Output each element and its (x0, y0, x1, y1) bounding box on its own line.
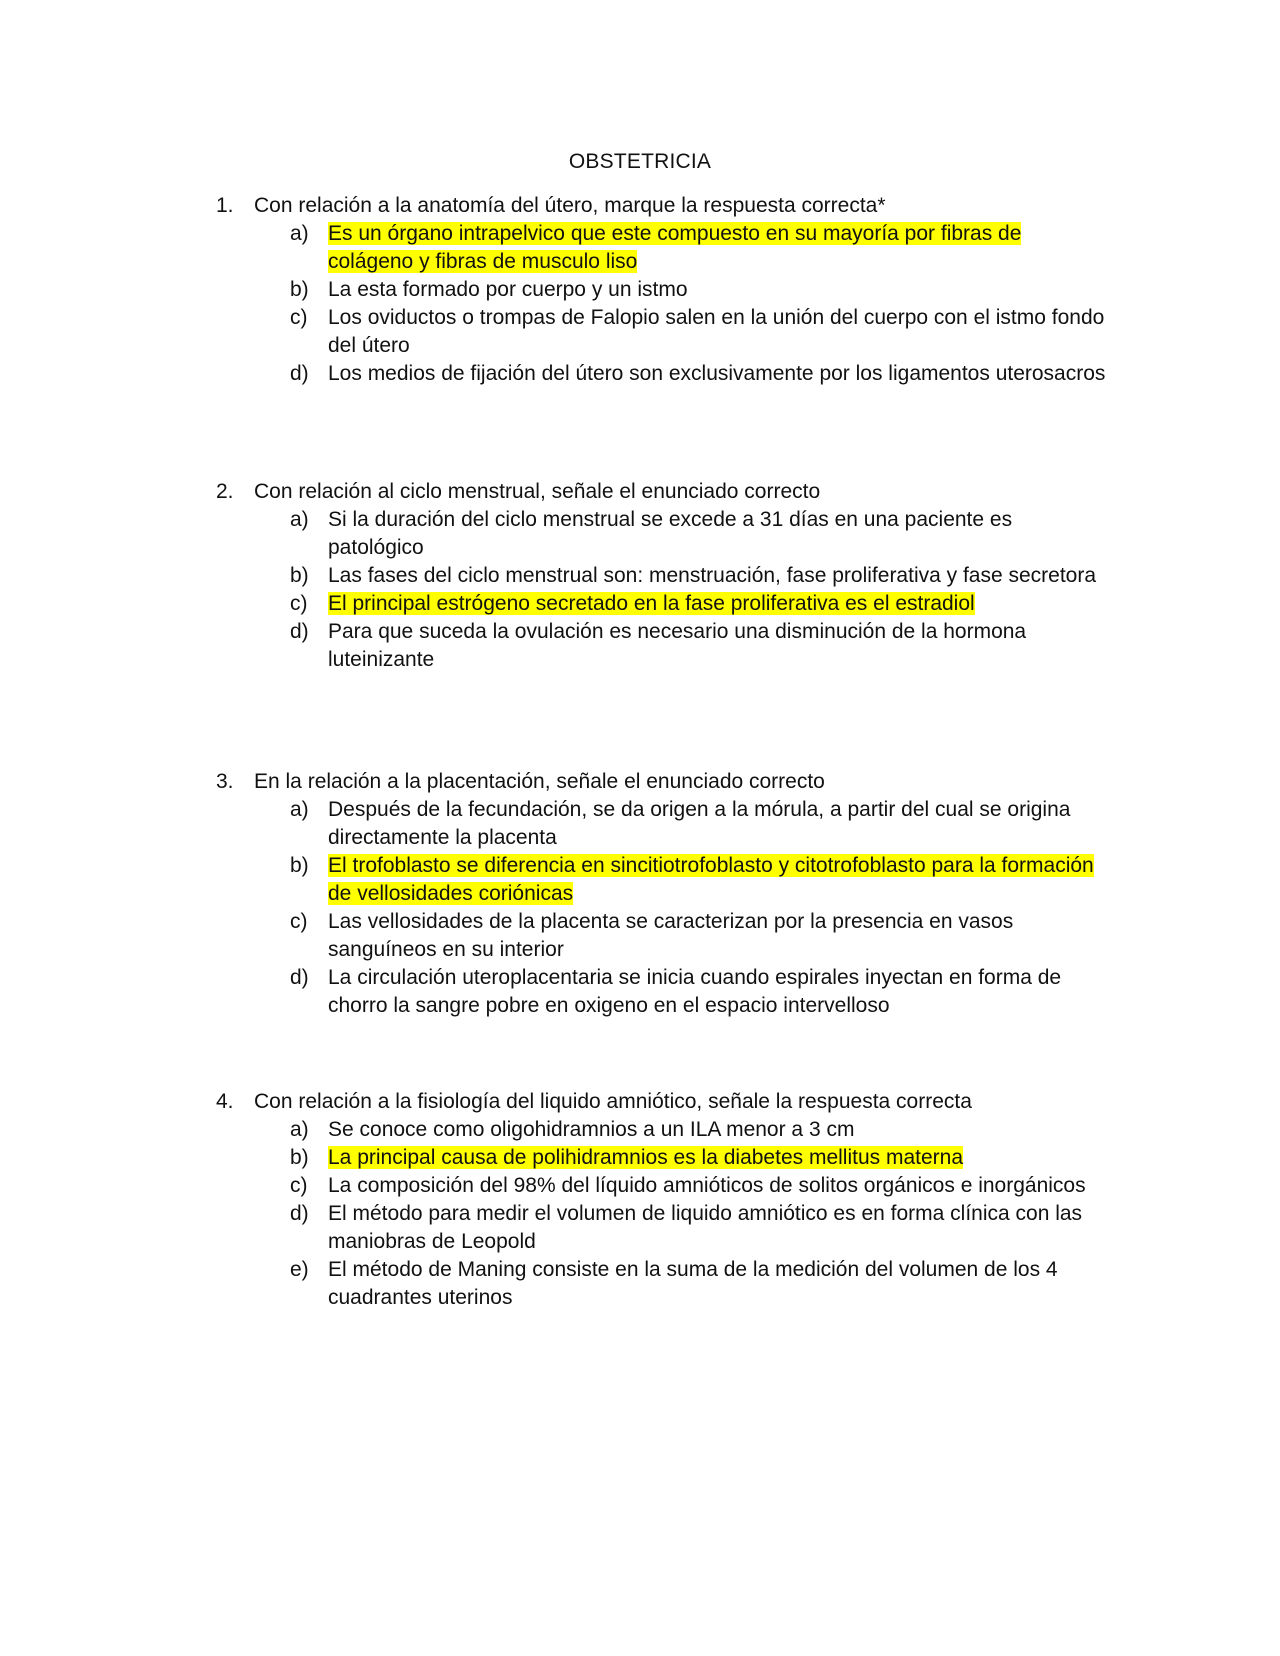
option-text: La principal causa de polihidramnios es la diabetes mellitus materna (328, 1146, 964, 1169)
document-title: OBSTETRICIA (568, 150, 712, 173)
option-text: Los medios de fijación del útero son exclusivamente por los ligamentos uterosacros (328, 362, 1106, 385)
option-d (216, 1200, 1106, 1256)
option-a (216, 506, 1106, 562)
option-text: Para que suceda la ovulación es necesario una disminución de la hormona luteinizante (328, 620, 1027, 671)
options-list (216, 796, 1106, 1020)
option-letter: a) (290, 798, 309, 821)
option-b (216, 1144, 1106, 1172)
option-c (216, 590, 1106, 618)
option-c (216, 908, 1106, 964)
option-letter: d) (290, 620, 309, 643)
option-text: El método para medir el volumen de liquido amniótico es en forma clínica con las maniobras de Leopold (328, 1202, 1083, 1253)
option-letter: c) (290, 1174, 308, 1197)
options-list (216, 1116, 1106, 1312)
question-3 (216, 768, 1106, 1020)
option-letter: a) (290, 222, 309, 245)
question-stem (216, 192, 1106, 220)
question-stem (216, 768, 1106, 796)
question-number: 4. (216, 1090, 234, 1113)
option-letter: b) (290, 278, 309, 301)
option-text: El trofoblasto se diferencia en sincitiotrofoblasto y citotrofoblasto para la formación de vellosidades coriónicas (328, 854, 1094, 905)
question-2 (216, 478, 1106, 674)
options-list (216, 506, 1106, 674)
option-text: La esta formado por cuerpo y un istmo (328, 278, 688, 301)
option-letter: e) (290, 1258, 309, 1281)
question-4 (216, 1088, 1106, 1312)
option-letter: c) (290, 592, 308, 615)
question-stem (216, 478, 1106, 506)
question-text: Con relación a la anatomía del útero, marque la respuesta correcta* (254, 194, 886, 217)
option-a (216, 1116, 1106, 1144)
question-number: 3. (216, 770, 234, 793)
question-text: Con relación al ciclo menstrual, señale el enunciado correcto (254, 480, 821, 503)
option-letter: a) (290, 1118, 309, 1141)
option-c (216, 1172, 1106, 1200)
option-letter: d) (290, 966, 309, 989)
question-stem (216, 1088, 1106, 1116)
option-letter: b) (290, 564, 309, 587)
option-letter: d) (290, 1202, 309, 1225)
option-c (216, 304, 1106, 360)
option-text: El principal estrógeno secretado en la fase proliferativa es el estradiol (328, 592, 975, 615)
option-a (216, 796, 1106, 852)
option-letter: b) (290, 1146, 309, 1169)
question-1 (216, 192, 1106, 388)
option-text: Las fases del ciclo menstrual son: menstruación, fase proliferativa y fase secretora (328, 564, 1097, 587)
question-text: En la relación a la placentación, señale el enunciado correcto (254, 770, 825, 793)
option-b (216, 852, 1106, 908)
option-letter: c) (290, 910, 308, 933)
option-text: Si la duración del ciclo menstrual se excede a 31 días en una paciente es patológico (328, 508, 1013, 559)
option-letter: c) (290, 306, 308, 329)
question-number: 2. (216, 480, 234, 503)
option-d (216, 964, 1106, 1020)
question-text: Con relación a la fisiología del liquido amniótico, señale la respuesta correcta (254, 1090, 972, 1113)
option-text: Se conoce como oligohidramnios a un ILA menor a 3 cm (328, 1118, 855, 1141)
option-b (216, 276, 1106, 304)
option-text: Después de la fecundación, se da origen a la mórula, a partir del cual se origina directamente la placenta (328, 798, 1071, 849)
option-text: La circulación uteroplacentaria se inicia cuando espirales inyectan en forma de chorro la sangre pobre en oxigeno en el espacio intervelloso (328, 966, 1062, 1017)
option-b (216, 562, 1106, 590)
option-text: La composición del 98% del líquido amnióticos de solitos orgánicos e inorgánicos (328, 1174, 1086, 1197)
option-text: Las vellosidades de la placenta se caracterizan por la presencia en vasos sanguíneos en su interior (328, 910, 1014, 961)
option-letter: b) (290, 854, 309, 877)
option-text: El método de Maning consiste en la suma de la medición del volumen de los 4 cuadrantes uterinos (328, 1258, 1058, 1309)
options-list (216, 220, 1106, 388)
option-text: Los oviductos o trompas de Falopio salen en la unión del cuerpo con el istmo fondo del útero (328, 306, 1105, 357)
option-letter: d) (290, 362, 309, 385)
option-d (216, 360, 1106, 388)
option-d (216, 618, 1106, 674)
option-text: Es un órgano intrapelvico que este compuesto en su mayoría por fibras de colágeno y fibras de musculo liso (328, 222, 1022, 273)
question-number: 1. (216, 194, 234, 217)
option-a (216, 220, 1106, 276)
option-letter: a) (290, 508, 309, 531)
option-e (216, 1256, 1106, 1312)
